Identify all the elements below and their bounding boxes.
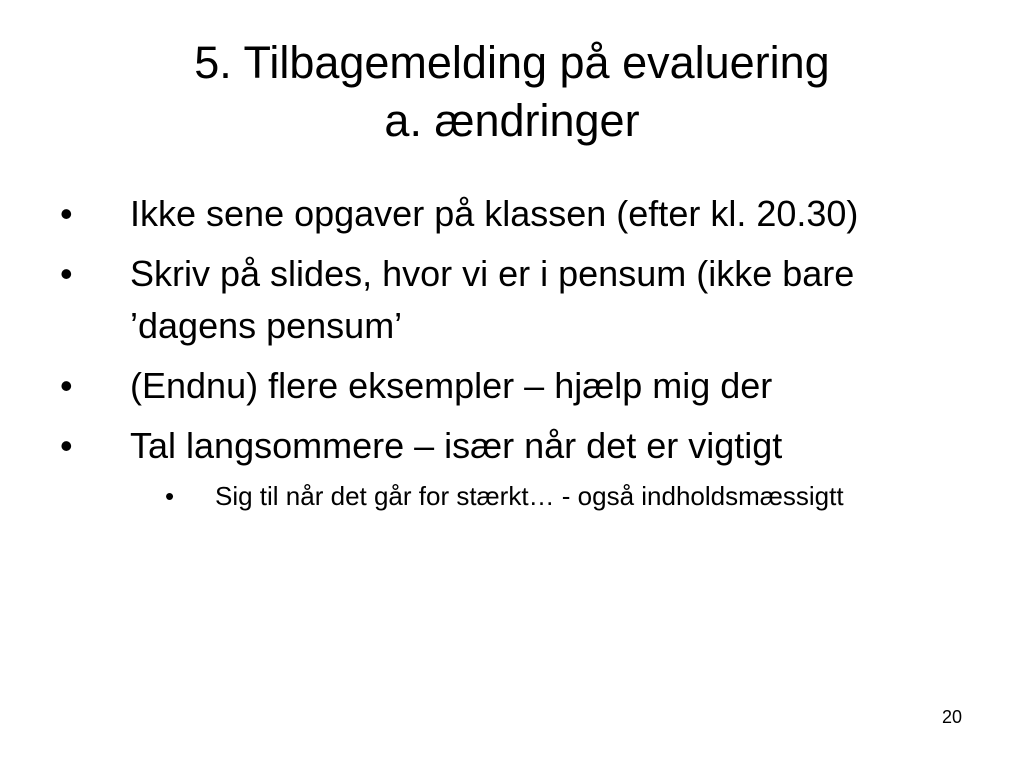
bullet-text: Skriv på slides, hvor vi er i pensum (ikke bare ’dagens pensum’ bbox=[130, 253, 855, 346]
bullet-item bbox=[60, 188, 980, 240]
bullet-item bbox=[60, 420, 980, 472]
slide-title-line-2: a. ændringer bbox=[384, 95, 640, 146]
bullet-point-icon: • bbox=[60, 193, 73, 234]
bullet-point-icon: • bbox=[60, 253, 73, 294]
sub-bullet-item bbox=[60, 478, 980, 514]
sub-bullet-container bbox=[60, 478, 980, 514]
bullet-item bbox=[60, 248, 980, 352]
sub-bullet-list bbox=[60, 478, 980, 514]
bullet-point-icon: • bbox=[60, 425, 73, 466]
slide-title bbox=[60, 34, 964, 150]
bullet-text: (Endnu) flere eksempler – hjælp mig der bbox=[130, 365, 773, 406]
slide-title-line-1: 5. Tilbagemelding på evaluering bbox=[194, 37, 830, 88]
bullet-text: Ikke sene opgaver på klassen (efter kl. 20.30) bbox=[130, 193, 859, 234]
sub-bullet-point-icon: • bbox=[165, 481, 175, 511]
bullet-item bbox=[60, 360, 980, 412]
bullet-text: Tal langsommere – især når det er vigtigt bbox=[130, 425, 783, 466]
page-number: 20 bbox=[941, 707, 962, 727]
sub-bullet-text: Sig til når det går for stærkt… - også indholdsmæssigtt bbox=[215, 481, 844, 511]
bullet-point-icon: • bbox=[60, 365, 73, 406]
bullet-list bbox=[60, 188, 980, 514]
